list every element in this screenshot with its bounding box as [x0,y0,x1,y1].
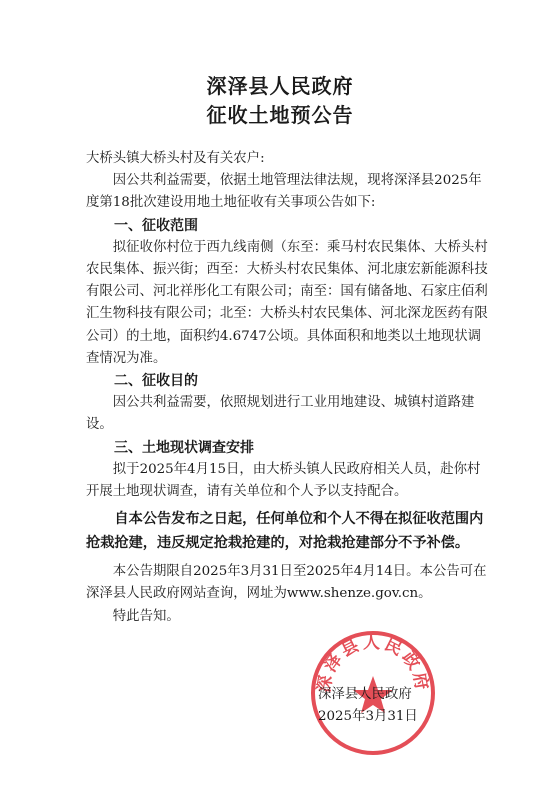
section-heading-survey: 三、土地现状调查安排 [114,439,254,456]
period-paragraph: 本公告期限自2025年3月31日至2025年4月14日。本公告可在深泽县人民政府网站查询，网址为www.shenze.gov.cn。 [86,564,487,602]
signature-date: 2025年3月31日 [318,709,418,724]
salutation: 大桥头镇大桥头村及有关农户: [86,151,265,166]
intro-paragraph: 因公共利益需要，依据土地管理法律法规，现将深泽县2025年度第18批次建设用地土地征收有关事项公告如下: [86,173,482,211]
warning-paragraph: 自本公告发布之日起，任何单位和个人不得在拟征收范围内抢栽抢建，违反规定抢栽抢建的，对抢栽抢建部分不予补偿。 [86,511,484,551]
seal-text: 深泽县人民政府 [314,632,432,695]
survey-paragraph: 拟于2025年4月15日，由大桥头镇人民政府相关人员，赴你村开展土地现状调查，请有关单位和个人予以支持配合。 [86,461,481,500]
document-subtitle: 征收土地预公告 [206,103,354,127]
purpose-paragraph: 因公共利益需要，依照规划进行工业用地建设、城镇村道路建设。 [86,395,475,433]
signature-organization: 深泽县人民政府 [318,687,412,702]
scope-paragraph: 拟征收你村位于西九线南侧（东至：乘马村农民集体、大桥头村农民集体、振兴街；西至：大桥头村农民集体、河北康宏新能源科技有限公司、河北祥彤化工有限公司；南至：国有储备地、石家庄佰利汇生物科技有限公司；北至：大桥头村农民集体、河北深龙医药有限公司）的土地，面积约4.6747公顷。具体面积和地类以土地现状调查情况为准。 [86,239,488,366]
closing-line: 特此告知。 [112,608,180,624]
document-title: 深泽县人民政府 [206,74,354,98]
document-body [86,148,491,628]
section-heading-purpose: 二、征收目的 [114,373,198,390]
signature-block [318,684,418,728]
section-heading-scope: 一、征收范围 [114,217,198,234]
